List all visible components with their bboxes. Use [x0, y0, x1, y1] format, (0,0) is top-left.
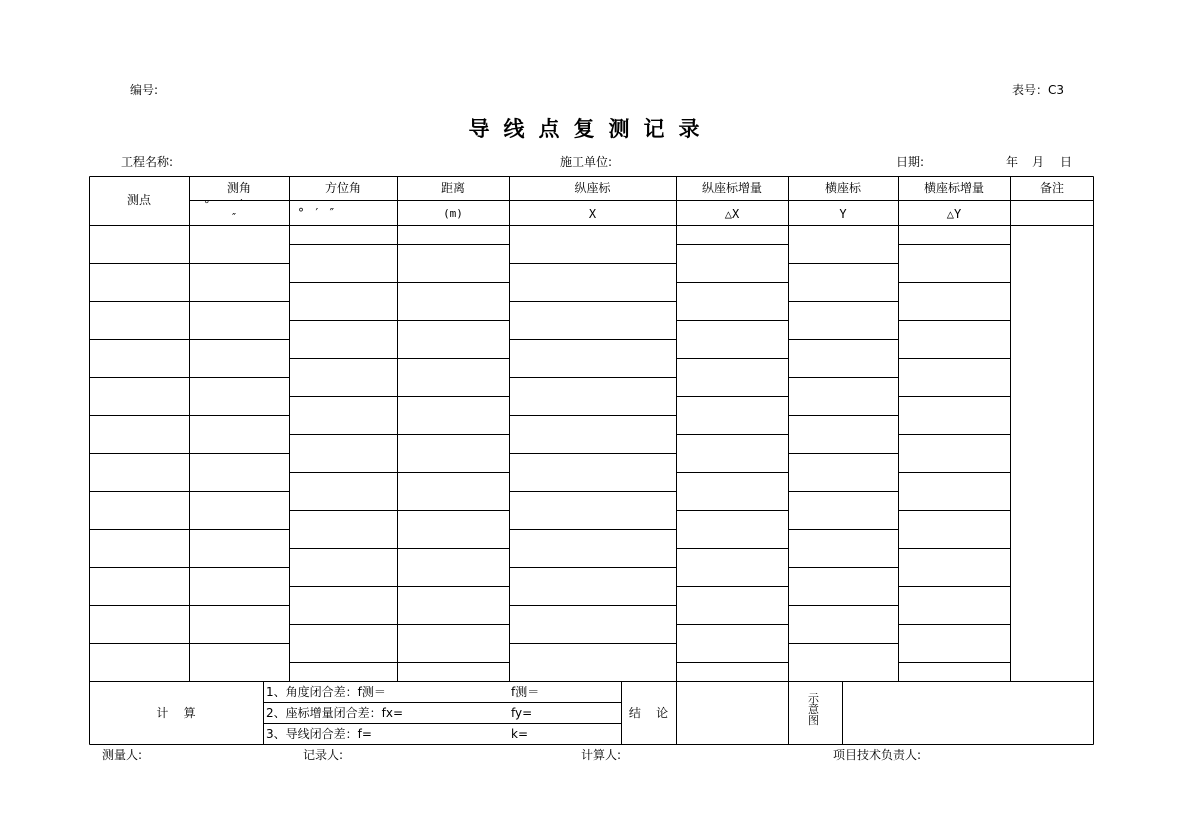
col-header-distance: 距离 — [440, 181, 465, 195]
project-name-label: 工程名称: — [121, 155, 174, 169]
unit-azimuth: ° ′ ″ — [298, 206, 335, 220]
date-year-label: 年 — [1006, 155, 1019, 169]
col-header-x-coordinate: 纵座标 — [574, 181, 611, 195]
col-header-x-increment: 纵座标增量 — [701, 181, 762, 195]
traverse-closure-error-k: k= — [511, 727, 529, 741]
unit-distance: (m) — [443, 207, 463, 220]
angle-closure-error: 1、角度闭合差：f测＝ — [266, 685, 386, 699]
conclusion-label: 结 论 — [628, 706, 669, 720]
date-label: 日期: — [896, 155, 925, 169]
recorder-label: 记录人: — [303, 748, 344, 762]
unit-delta-x: △X — [724, 207, 740, 221]
unit-angle-degree: ° — [204, 198, 210, 211]
col-header-azimuth: 方位角 — [324, 181, 361, 195]
calc-label: 计 算 — [156, 706, 196, 720]
page-title: 导线点复测记录 — [468, 117, 714, 141]
col-header-y-coordinate: 横座标 — [824, 181, 861, 195]
calculator-label: 计算人: — [581, 748, 622, 762]
col-header-station: 测点 — [126, 193, 151, 207]
col-header-measured-angle: 测角 — [226, 181, 251, 195]
construction-unit-label: 施工单位: — [560, 155, 613, 169]
form-number: 表号：C3 — [1012, 83, 1065, 97]
col-header-y-increment: 横座标增量 — [923, 181, 984, 195]
date-month-label: 月 — [1032, 155, 1045, 169]
traverse-closure-error-f: 3、导线闭合差：f= — [266, 727, 372, 741]
col-header-remarks: 备注 — [1039, 181, 1064, 195]
coordinate-closure-error-fy: fy= — [511, 706, 533, 720]
tech-lead-label: 项目技术负责人: — [833, 748, 922, 762]
surveyor-label: 测量人: — [102, 748, 143, 762]
unit-x: X — [588, 207, 597, 221]
unit-delta-y: △Y — [946, 207, 962, 221]
unit-angle-minute: ′ — [240, 197, 243, 210]
unit-y: Y — [839, 207, 847, 221]
coordinate-closure-error-fx: 2、座标增量闭合差：fx= — [266, 706, 404, 720]
serial-number-label: 编号: — [130, 83, 159, 97]
angle-closure-error-f: f测＝ — [511, 685, 540, 699]
sketch-label: 示意图 — [808, 692, 819, 727]
unit-angle-second: ″ — [232, 211, 237, 224]
date-day-label: 日 — [1060, 155, 1073, 169]
